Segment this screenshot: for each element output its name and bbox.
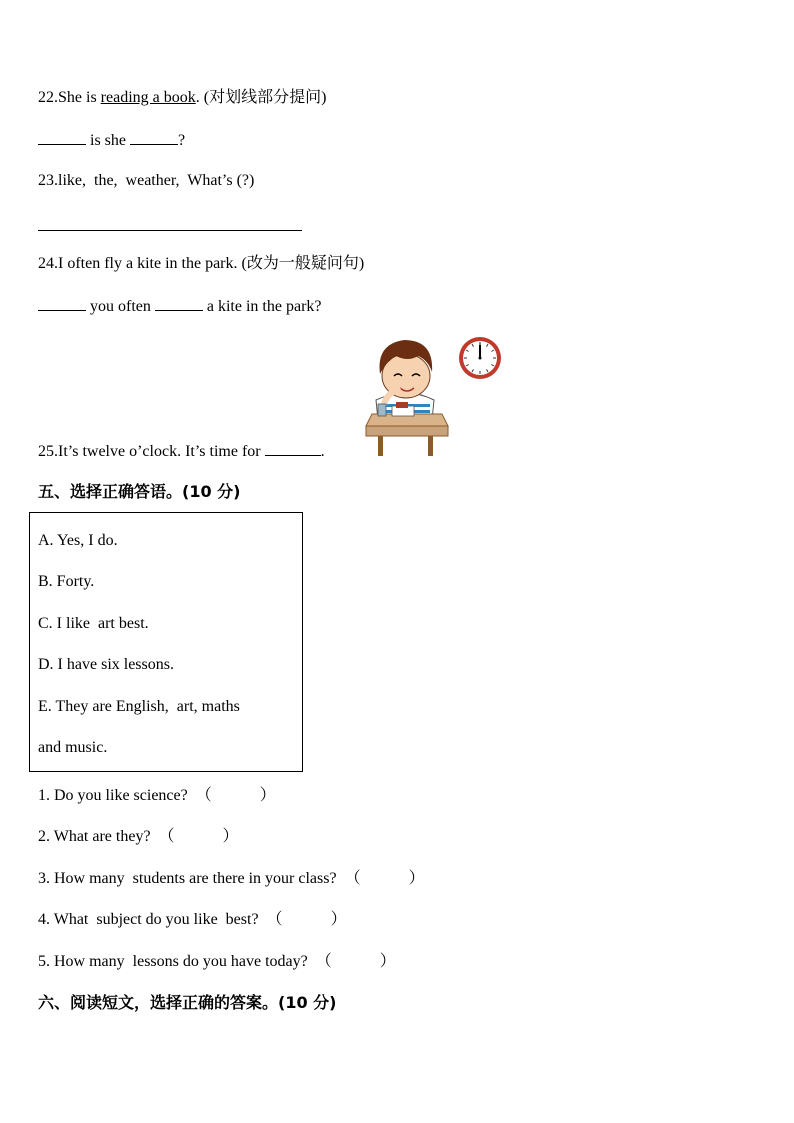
question-23: 23.like, the, weather, What’s (?) [38, 172, 255, 189]
desk-leg [378, 434, 383, 456]
question-text: 2. What are they? （ [38, 828, 175, 845]
question-text: 4. What subject do you like best? （ [38, 911, 283, 928]
option-a: A. Yes, I do. [38, 532, 118, 549]
question-25 [38, 441, 325, 462]
answer-blank[interactable] [38, 296, 86, 311]
section-5-title: 五、选择正确答语。(10 分) [38, 482, 241, 501]
question-text-prefix: She is [58, 89, 101, 106]
option-e: E. They are English, art, maths [38, 698, 240, 715]
section-6-title: 六、阅读短文，选择正确的答案。(10 分) [38, 993, 337, 1012]
answer-line-23[interactable] [38, 230, 302, 231]
desk-front [366, 426, 448, 436]
boy-eating-illustration [362, 334, 452, 458]
matching-question-2 [38, 827, 239, 847]
option-b: B. Forty. [38, 573, 95, 590]
cup [378, 404, 386, 416]
option-c: C. I like art best. [38, 615, 149, 632]
underlined-phrase: reading a book [100, 89, 196, 106]
matching-question-4 [38, 910, 347, 930]
food [396, 402, 408, 408]
close-paren: ） [330, 911, 347, 928]
close-paren: ） [379, 953, 396, 970]
option-e-continued: and music. [38, 739, 108, 756]
answer-blank[interactable] [38, 130, 86, 145]
close-paren: ） [259, 787, 276, 804]
answer-blank[interactable] [265, 441, 321, 456]
question-24: 24.I often fly a kite in the park. (改为一般疑问句) [38, 255, 365, 272]
question-text: 5. How many lessons do you have today? （ [38, 953, 332, 970]
answer-line-22 [38, 130, 185, 151]
answer-text: you often [86, 298, 155, 315]
clock-illustration [457, 335, 503, 381]
answer-text: a kite in the park? [202, 298, 322, 315]
question-text: 1. Do you like science? （ [38, 787, 212, 804]
answer-text: . [320, 443, 325, 460]
answer-text: ? [178, 132, 186, 149]
answer-blank[interactable] [130, 130, 178, 145]
close-paren: ） [408, 870, 425, 887]
close-paren: ） [222, 828, 239, 845]
matching-question-1 [38, 786, 276, 806]
question-text: 25.It’s twelve o’clock. It’s time for [38, 443, 265, 460]
matching-question-5 [38, 952, 396, 972]
answer-line-24 [38, 296, 322, 317]
question-instruction: . (对划线部分提问) [195, 89, 327, 106]
option-d: D. I have six lessons. [38, 656, 174, 673]
question-text: 3. How many students are there in your class? （ [38, 870, 361, 887]
question-22 [38, 88, 326, 108]
desk-leg [428, 434, 433, 456]
answer-blank[interactable] [155, 296, 203, 311]
answer-text: is she [86, 132, 130, 149]
answer-options-box [29, 512, 303, 772]
question-number: 22. [38, 89, 58, 106]
matching-question-3 [38, 869, 425, 889]
